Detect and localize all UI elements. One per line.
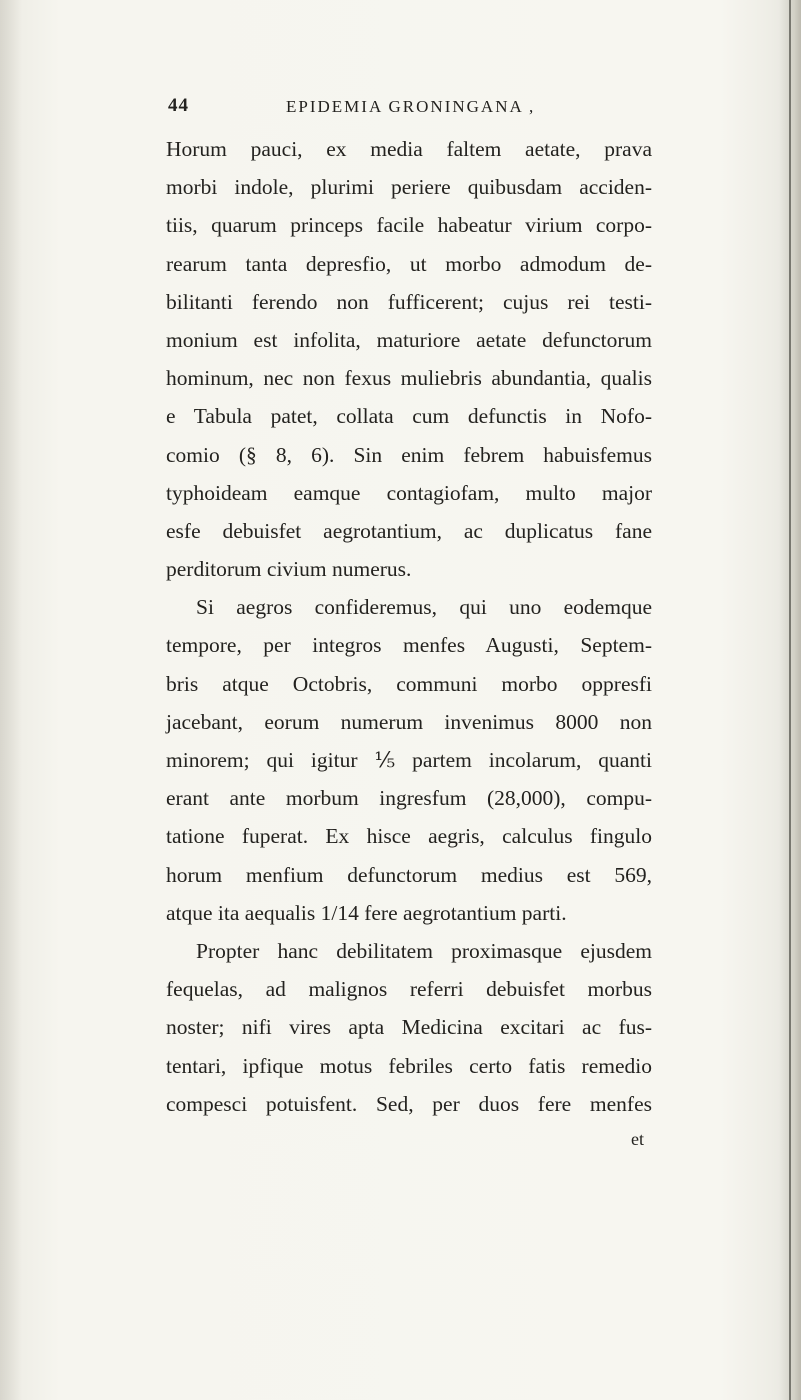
page-header [168, 95, 628, 121]
text-line: jacebant, eorum numerum invenimus 8000 non [166, 709, 652, 734]
text-line: tatione fuperat. Ex hisce aegris, calculus fingulo [166, 824, 652, 849]
text-line: horum menfium defunctorum medius est 569, [166, 862, 652, 887]
text-line: Si aegros confideremus, qui uno eodemque [196, 595, 652, 620]
catchword: et [631, 1128, 644, 1149]
text-line: e Tabula patet, collata cum defunctis in Nofo- [166, 404, 652, 429]
body-text [166, 130, 652, 1153]
text-line: bris atque Octobris, communi morbo oppresfi [166, 671, 652, 696]
text-line: hominum, nec non fexus muliebris abundantia, qualis [166, 366, 652, 391]
text-line: monium est infolita, maturiore aetate defunctorum [166, 327, 652, 352]
text-line: compesci potuisfent. Sed, per duos fere menfes [166, 1091, 652, 1116]
text-line: erant ante morbum ingresfum (28,000), compu- [166, 786, 652, 811]
text-line: morbi indole, plurimi periere quibusdam acciden- [166, 175, 652, 200]
page-edge-line [789, 0, 791, 1400]
text-line: atque ita aequalis 1/14 fere aegrotantium parti. [166, 900, 567, 925]
text-line: minorem; qui igitur ⅕ partem incolarum, quanti [166, 748, 652, 772]
text-line: Propter hanc debilitatem proximasque ejusdem [196, 938, 652, 963]
text-line: Horum pauci, ex media faltem aetate, prava [166, 137, 652, 161]
text-line: rearum tanta depresfio, ut morbo admodum de- [166, 251, 652, 276]
text-line: comio (§ 8, 6). Sin enim febrem habuisfemus [166, 442, 652, 467]
text-line: tempore, per integros menfes Augusti, Septem- [166, 633, 652, 658]
text-line: tiis, quarum princeps facile habeatur virium corpo- [166, 213, 652, 238]
page-number: 44 [168, 95, 189, 116]
text-line: tentari, ipfique motus febriles certo fatis remedio [166, 1053, 652, 1078]
text-line: esfe debuisfet aegrotantium, ac duplicatus fane [166, 518, 652, 543]
text-line: fequelas, ad malignos referri debuisfet morbus [166, 977, 652, 1002]
gutter-shadow [0, 0, 22, 1400]
catchword-line [166, 1123, 652, 1153]
text-line: bilitanti ferendo non fufficerent; cujus rei testi- [166, 289, 652, 314]
text-line: typhoideam eamque contagiofam, multo major [166, 480, 652, 505]
running-title: EPIDEMIA GRONINGANA , [286, 97, 536, 116]
text-line: perditorum civium numerus. [166, 557, 412, 582]
text-line: noster; nifi vires apta Medicina excitari ac fus- [166, 1015, 652, 1040]
